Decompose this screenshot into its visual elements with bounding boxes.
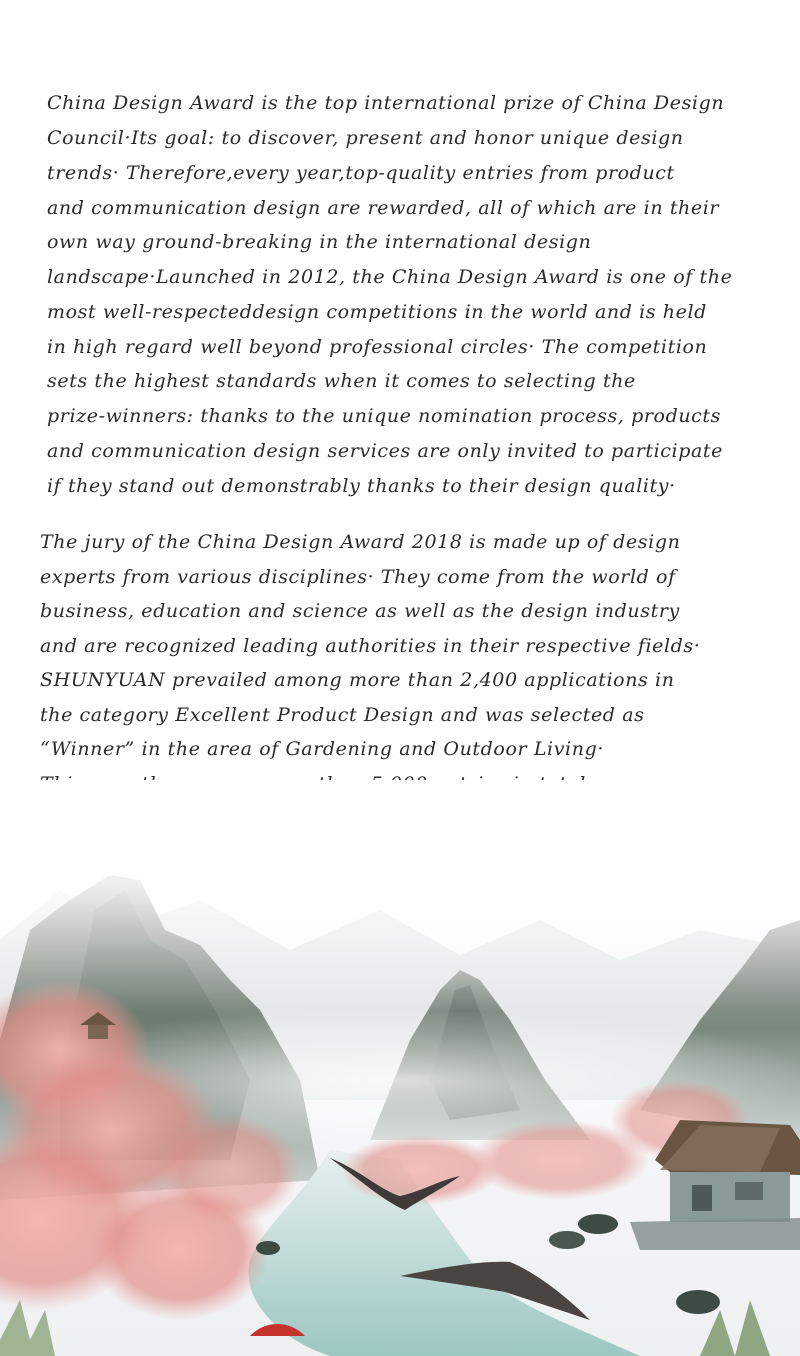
text-line: if they stand out demonstrably thanks to their design quality· xyxy=(47,475,676,497)
text-line: SHUNYUAN prevailed among more than 2,400 applications in xyxy=(40,669,675,691)
text-line: and communication design services are only invited to participate xyxy=(47,440,723,462)
landscape-illustration xyxy=(0,780,800,1356)
text-line: trends· Therefore,every year,top-quality entries from product xyxy=(47,162,675,184)
text-line: sets the highest standards when it comes to selecting the xyxy=(47,370,636,392)
text-line: own way ground-breaking in the international design xyxy=(47,231,592,253)
text-line: and are recognized leading authorities in their respective fields· xyxy=(40,635,701,657)
text-line: The jury of the China Design Award 2018 is made up of design xyxy=(40,531,681,553)
text-line: in high regard well beyond professional circles· The competition xyxy=(47,336,708,358)
text-line: the category Excellent Product Design and was selected as xyxy=(40,704,645,726)
text-line: China Design Award is the top international prize of China Design xyxy=(47,92,725,114)
text-line: experts from various disciplines· They come from the world of xyxy=(40,566,676,588)
text-line: landscape·Launched in 2012, the China Design Award is one of the xyxy=(47,266,733,288)
text-line: Council·Its goal: to discover, present and honor unique design xyxy=(47,127,684,149)
text-line: prize-winners: thanks to the unique nomination process, products xyxy=(47,405,721,427)
text-line: most well-respecteddesign competitions in the world and is held xyxy=(47,301,707,323)
text-line: “Winner” in the area of Gardening and Outdoor Living· xyxy=(40,738,604,760)
text-line: business, education and science as well as the design industry xyxy=(40,600,680,622)
text-line: and communication design are rewarded, all of which are in their xyxy=(47,197,720,219)
